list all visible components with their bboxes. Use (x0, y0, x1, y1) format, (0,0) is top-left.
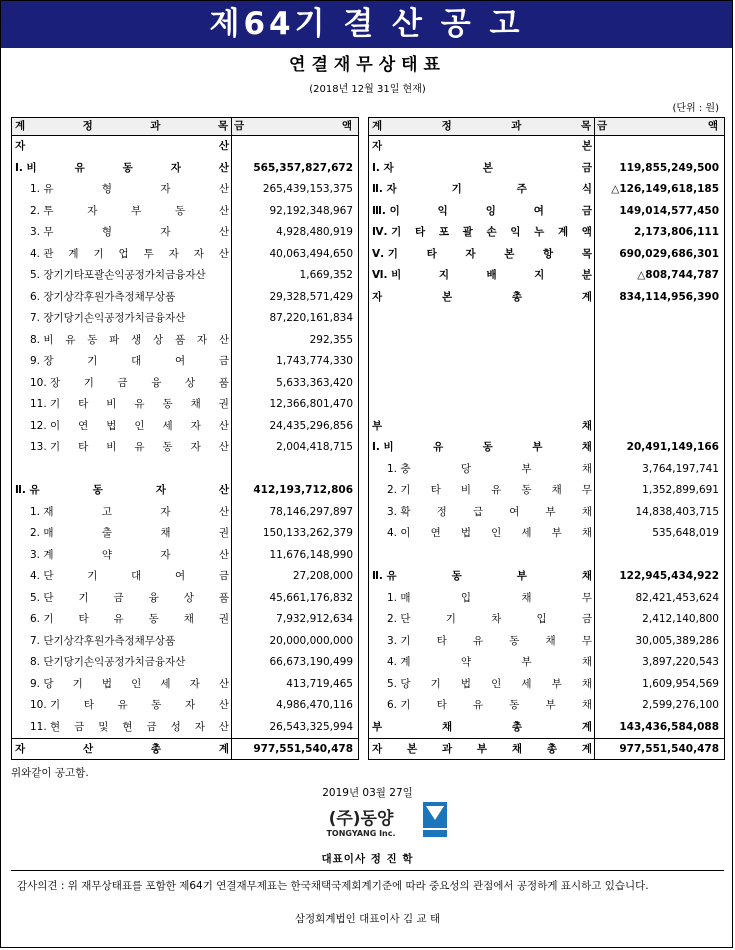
account-name: 1. 재 고 자 산 (30, 505, 229, 518)
header-amount: 금 액 (234, 120, 352, 132)
table-row (369, 437, 724, 459)
table-row (12, 545, 358, 567)
account-name: Ⅲ. 이 익 잉 여 금 (372, 204, 592, 217)
table-row (12, 330, 358, 352)
table-row (369, 652, 724, 674)
amount-value: 78,146,297,897 (269, 505, 353, 518)
amount-value: 565,357,827,672 (253, 161, 353, 174)
table-row (12, 179, 358, 201)
amount-value (595, 373, 724, 395)
table-row (369, 695, 724, 717)
table-row (369, 373, 724, 395)
account-name: Ⅱ. 유 동 자 산 (15, 484, 229, 497)
account-name: 자 산 총 계 (15, 743, 229, 756)
account-name: 1. 충 당 부 채 (387, 462, 592, 475)
amount-value: △126,149,618,185 (611, 183, 719, 196)
account-name: 3. 확 정 급 여 부 채 (387, 505, 592, 518)
amount-value (595, 136, 724, 158)
amount-value: 82,421,453,624 (635, 591, 719, 604)
table-row (369, 459, 724, 481)
account-name (369, 394, 595, 416)
account-name: 부 채 (372, 419, 592, 432)
table-row (12, 674, 358, 696)
assets-table-body (12, 136, 358, 760)
amount-value: 12,366,801,470 (269, 398, 353, 411)
amount-value: 40,063,494,650 (269, 247, 353, 260)
table-row (12, 609, 358, 631)
table-row (369, 631, 724, 653)
amount-value: 87,220,161,834 (269, 312, 353, 325)
statement-title: 연결재무상태표 (289, 55, 446, 75)
account-name: Ⅰ. 자 본 금 (372, 161, 592, 174)
account-name: 자 본 총 계 (372, 290, 592, 303)
table-row (369, 394, 724, 416)
amount-value: 92,192,348,967 (269, 204, 353, 217)
as-of-date: (2018년 12월 31일 현재) (309, 84, 426, 95)
account-name: 2. 투 자 부 동 산 (30, 204, 229, 217)
amount-value: 2,599,276,100 (642, 699, 719, 712)
account-name: 8. 비 유 동 파 생 상 품 자 산 (30, 333, 229, 346)
assets-table-header (12, 118, 358, 136)
account-name: 7. 장기당기손익공정가치금융자산 (30, 312, 186, 325)
equity-table-header (369, 118, 724, 136)
amount-value: 122,945,434,922 (619, 570, 719, 583)
amount-value: 690,029,686,301 (619, 247, 719, 260)
account-name: 7. 단기상각후원가측정채무상품 (30, 634, 176, 647)
table-row (12, 373, 358, 395)
account-name (369, 373, 595, 395)
table-row (12, 201, 358, 223)
amount-value: 535,648,019 (652, 527, 719, 540)
account-name: 11. 기 타 비 유 동 채 권 (30, 398, 229, 411)
amount-value (595, 545, 724, 567)
account-name: Ⅰ. 비 유 동 자 산 (15, 161, 229, 174)
amount-value: 20,000,000,000 (269, 634, 353, 647)
table-row (369, 287, 724, 309)
amount-value: 30,005,389,286 (635, 634, 719, 647)
table-row (12, 717, 358, 739)
amount-value: 45,661,176,832 (269, 591, 353, 604)
amount-value: 4,928,480,919 (276, 226, 353, 239)
table-row (369, 222, 724, 244)
table-row (369, 330, 724, 352)
table-row (369, 674, 724, 696)
account-name: 3. 기 타 유 동 채 무 (387, 634, 592, 647)
amount-value: 413,719,465 (286, 677, 353, 690)
amount-value: 3,764,197,741 (642, 462, 719, 475)
amount-value (232, 136, 358, 158)
table-row (12, 588, 358, 610)
account-name: 12. 이 연 법 인 세 자 산 (30, 419, 229, 432)
table-row (12, 244, 358, 266)
amount-value: 2,412,140,800 (642, 613, 719, 626)
table-row (12, 394, 358, 416)
assets-table (11, 117, 359, 760)
account-name: 2. 기 타 비 유 동 채 무 (387, 484, 592, 497)
account-name: Ⅳ. 기 타 포 괄 손 익 누 계 액 (372, 226, 592, 239)
table-row (369, 136, 724, 158)
table-row (12, 738, 358, 761)
banner-title: 제64기 결 산 공 고 (1, 1, 732, 48)
account-name: 10. 기 타 유 동 자 산 (30, 699, 229, 712)
account-name: 11. 현 금 및 현 금 성 자 산 (30, 720, 229, 733)
account-name: 4. 이 연 법 인 세 부 채 (387, 527, 592, 540)
equity-liabilities-table (368, 117, 725, 760)
table-row (369, 545, 724, 567)
amount-value: 24,435,296,856 (269, 419, 353, 432)
table-row (369, 416, 724, 438)
table-row (12, 351, 358, 373)
table-row (12, 308, 358, 330)
divider-line (11, 870, 724, 871)
audit-opinion: 감사의견 : 위 재무상태표를 포함한 제64기 연결재무제표는 한국채택국제회계기준에 따라 중요성의 관점에서 공정하게 표시하고 있습니다. (17, 880, 649, 892)
amount-value: 14,838,403,715 (635, 505, 719, 518)
account-name: 13. 기 타 비 유 동 자 산 (30, 441, 229, 454)
amount-value: 412,193,712,806 (253, 484, 353, 497)
account-name (369, 308, 595, 330)
table-row (369, 179, 724, 201)
amount-value (595, 416, 724, 438)
account-name: 부 채 총 계 (372, 720, 592, 733)
amount-value: 29,328,571,429 (269, 290, 353, 303)
account-name: 1. 매 입 채 무 (387, 591, 592, 604)
amount-value: 977,551,540,478 (619, 743, 719, 756)
amount-value: 11,676,148,990 (269, 548, 353, 561)
table-row (12, 523, 358, 545)
amount-value: 265,439,153,375 (262, 183, 353, 196)
amount-value: 1,609,954,569 (642, 677, 719, 690)
amount-value: 834,114,956,390 (619, 290, 719, 303)
account-name: 3. 무 형 자 산 (30, 226, 229, 239)
table-row (12, 136, 358, 158)
equity-table-body (369, 136, 724, 760)
amount-value: 5,633,363,420 (276, 376, 353, 389)
kpmg-seal-icon (420, 800, 450, 840)
account-name: 8. 단기당기손익공정가치금융자산 (30, 656, 186, 669)
table-row (369, 566, 724, 588)
account-name (12, 459, 232, 481)
table-row (12, 480, 358, 502)
account-name: 4. 계 약 부 채 (387, 656, 592, 669)
auditor-signature: 삼정회계법인 대표이사 김 교 태 (294, 913, 441, 925)
amount-value: 292,355 (309, 333, 353, 346)
amount-value (232, 459, 358, 481)
account-name: 4. 관 계 기 업 투 자 자 산 (30, 247, 229, 260)
table-row (369, 609, 724, 631)
account-name: Ⅰ. 비 유 동 부 채 (372, 441, 592, 454)
table-row (12, 287, 358, 309)
tongyang-logo-subtext: TONGYANG Inc. (326, 829, 396, 838)
account-name: 3. 계 약 자 산 (30, 548, 229, 561)
account-name: 2. 단 기 차 입 금 (387, 613, 592, 626)
amount-value: △808,744,787 (637, 269, 719, 282)
table-row (369, 523, 724, 545)
account-name: 5. 단 기 금 융 상 품 (30, 591, 229, 604)
amount-value: 7,932,912,634 (276, 613, 353, 626)
table-row (12, 158, 358, 180)
amount-value: 143,436,584,088 (619, 720, 719, 733)
announcement-date: 2019년 03월 27일 (322, 787, 413, 799)
amount-value: 20,491,149,166 (626, 441, 719, 454)
amount-value: 1,743,774,330 (276, 355, 353, 368)
table-row (369, 502, 724, 524)
account-name: 자 본 과 부 채 총 계 (372, 743, 592, 756)
account-name: 4. 단 기 대 여 금 (30, 570, 229, 583)
header-account: 계 정 과 목 (12, 118, 232, 135)
table-row (369, 351, 724, 373)
table-row (12, 502, 358, 524)
table-row (369, 201, 724, 223)
account-name: 2. 매 출 채 권 (30, 527, 229, 540)
table-row (12, 437, 358, 459)
account-name: 5. 장기기타포괄손익공정가치금융자산 (30, 269, 206, 282)
amount-value (595, 308, 724, 330)
amount-value: 66,673,190,499 (269, 656, 353, 669)
announcement-note: 위와같이 공고함. (11, 767, 89, 779)
account-name (369, 330, 595, 352)
table-row (12, 265, 358, 287)
table-row (369, 588, 724, 610)
account-name: 자 산 (15, 140, 229, 152)
table-row (12, 695, 358, 717)
amount-value (595, 351, 724, 373)
table-row (369, 308, 724, 330)
table-row (12, 459, 358, 481)
table-row (12, 222, 358, 244)
amount-value (595, 394, 724, 416)
amount-value: 1,352,899,691 (642, 484, 719, 497)
account-name: 자 본 (372, 140, 592, 152)
account-name: Ⅱ. 유 동 부 채 (372, 570, 592, 583)
amount-value: 4,986,470,116 (276, 699, 353, 712)
account-name: Ⅴ. 기 타 자 본 항 목 (372, 247, 592, 260)
table-row (12, 631, 358, 653)
account-name (369, 351, 595, 373)
account-name: 5. 당 기 법 인 세 부 채 (387, 677, 592, 690)
account-name: 9. 당 기 법 인 세 자 산 (30, 677, 229, 690)
table-row (12, 652, 358, 674)
account-name: 1. 유 형 자 산 (30, 183, 229, 196)
amount-value: 1,669,352 (299, 269, 353, 282)
unit-label: (단위 : 원) (672, 103, 719, 114)
table-row (369, 480, 724, 502)
amount-value: 119,855,249,500 (619, 161, 719, 174)
tongyang-logo-text: (주)동양 (328, 809, 394, 829)
table-row (369, 158, 724, 180)
amount-value: 977,551,540,478 (253, 743, 353, 756)
amount-value (595, 330, 724, 352)
table-row (12, 416, 358, 438)
table-row (369, 265, 724, 287)
table-row (369, 717, 724, 739)
account-name: Ⅱ. 자 기 주 식 (372, 183, 592, 196)
amount-value: 2,173,806,111 (633, 226, 719, 239)
tongyang-logo (306, 800, 416, 840)
table-row (369, 738, 724, 761)
account-name: 6. 기 타 유 동 부 채 (387, 699, 592, 712)
header-amount: 금 액 (597, 120, 718, 132)
table-row (369, 244, 724, 266)
amount-value: 150,133,262,379 (262, 527, 353, 540)
account-name: 6. 장기상각후원가측정채무상품 (30, 290, 176, 303)
amount-value: 26,543,325,994 (269, 720, 353, 733)
amount-value: 3,897,220,543 (642, 656, 719, 669)
account-name: 6. 기 타 유 동 채 권 (30, 613, 229, 626)
account-name: Ⅵ. 비 지 배 지 분 (372, 269, 592, 282)
amount-value: 2,004,418,715 (276, 441, 353, 454)
account-name (369, 545, 595, 567)
account-name: 10. 장 기 금 융 상 품 (30, 376, 229, 389)
account-name: 9. 장 기 대 여 금 (30, 355, 229, 368)
ceo-signature: 대표이사 정 진 학 (321, 853, 414, 865)
amount-value: 149,014,577,450 (619, 204, 719, 217)
header-account: 계 정 과 목 (369, 118, 595, 135)
amount-value: 27,208,000 (292, 570, 353, 583)
table-row (12, 566, 358, 588)
